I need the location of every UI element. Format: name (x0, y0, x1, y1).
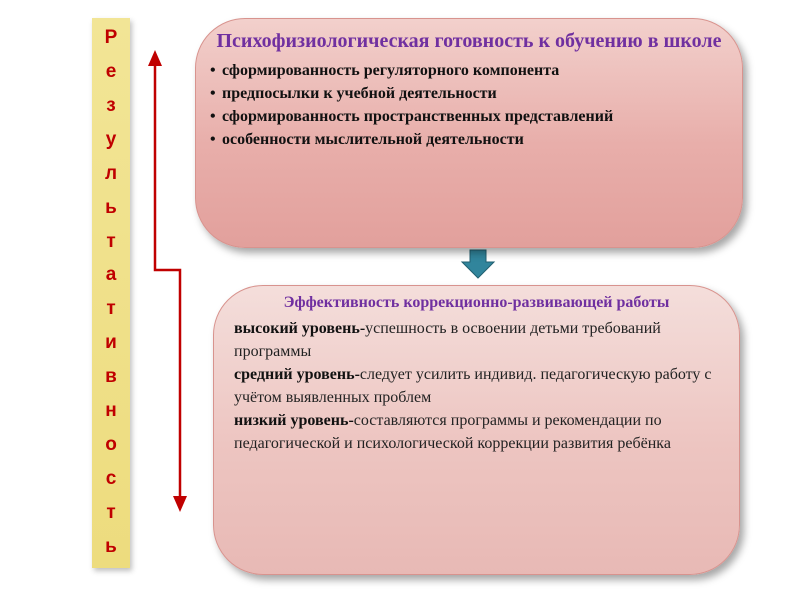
list-item: • предпосылки к учебной деятельности (210, 82, 728, 105)
list-item: • особенности мыслительной деятельности (210, 128, 728, 151)
red-double-arrow-icon (148, 50, 187, 512)
vertical-letter: л (104, 162, 118, 184)
vertical-letter: ь (105, 196, 117, 218)
vertical-letter: и (105, 332, 117, 354)
vertical-letter: т (106, 501, 116, 523)
vertical-letter: с (105, 467, 117, 489)
vertical-letter: Р (104, 27, 118, 48)
vertical-letter: у (105, 128, 117, 150)
vertical-letter: в (105, 366, 117, 388)
vertical-letter: т (106, 298, 116, 320)
bottom-box-effectiveness (213, 285, 740, 575)
level-low (234, 409, 719, 455)
level-text: составляются программы и рекомендации по педагогической и психологической коррекции развития ребёнка (234, 412, 671, 452)
vertical-letter: з (106, 94, 116, 116)
bottom-box-title: Эффективность коррекционно-развивающей работы (283, 294, 670, 311)
vertical-letter: а (105, 264, 117, 286)
vertical-letter: н (105, 400, 117, 422)
level-text: следует усилить индивид. педагогическую работу с учётом выявленных проблем (234, 366, 712, 406)
list-item: • сформированность пространственных представлений (210, 105, 728, 128)
level-high (234, 317, 719, 363)
top-box-title: Психофизиологическая готовность к обучению в школе (216, 30, 722, 52)
list-item: • сформированность регуляторного компонента (210, 59, 728, 82)
readiness-list (210, 59, 728, 151)
level-medium (234, 363, 719, 409)
level-label: высокий уровень- (234, 320, 366, 337)
vertical-letter: т (106, 230, 116, 252)
vertical-letter: е (105, 60, 117, 82)
level-label: низкий уровень- (234, 412, 354, 429)
teal-down-arrow-icon (462, 250, 494, 278)
vertical-letter: ь (105, 535, 117, 557)
top-box-readiness (195, 18, 743, 248)
vertical-letter: о (105, 434, 117, 456)
level-label: средний уровень- (234, 366, 360, 383)
level-text: успешность в освоении детьми требований программы (234, 320, 661, 360)
